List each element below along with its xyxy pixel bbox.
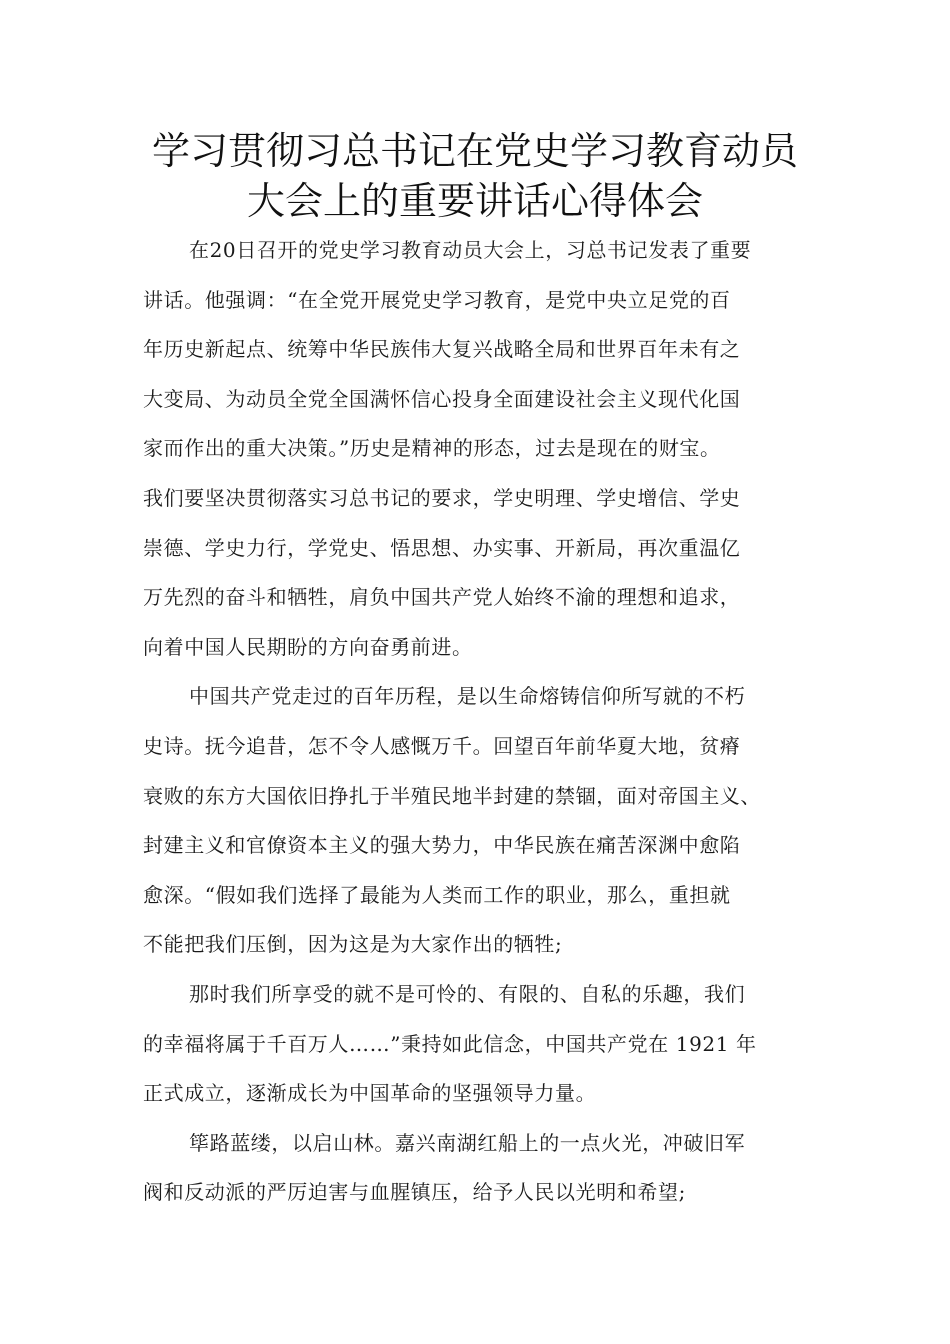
- paragraph-line: 崇德、学史力行，学党史、悟思想、办实事、开新局，再次重温亿: [143, 535, 741, 560]
- paragraph-1: [143, 233, 813, 679]
- paragraph-3: [143, 977, 813, 1126]
- document-title: [0, 126, 950, 226]
- paragraph-2: [143, 679, 813, 977]
- paragraph-line: 我们要坚决贯彻落实习总书记的要求，学史明理、学史增信、学史: [143, 485, 741, 510]
- paragraph-line: 年历史新起点、统筹中华民族伟大复兴战略全局和世界百年未有之: [143, 337, 741, 362]
- paragraph-line: 大变局、为动员全党全国满怀信心投身全面建设社会主义现代化国: [143, 386, 741, 411]
- paragraph-line: 封建主义和官僚资本主义的强大势力，中华民族在痛苦深渊中愈陷: [143, 833, 741, 858]
- paragraph-line: 筚路蓝缕，以启山林。嘉兴南湖红船上的一点火光，冲破旧军: [189, 1130, 746, 1155]
- paragraph-line: 万先烈的奋斗和牺牲，肩负中国共产党人始终不渝的理想和追求，: [143, 585, 741, 610]
- paragraph-4: [143, 1126, 813, 1225]
- paragraph-line: 愈深。“假如我们选择了最能为人类而工作的职业，那么，重担就: [143, 882, 731, 907]
- paragraph-line: 衰败的东方大国依旧挣扎于半殖民地半封建的禁锢，面对帝国主义、: [143, 783, 761, 808]
- paragraph-line: 的幸福将属于千百万人……”秉持如此信念，中国共产党在 1921 年: [143, 1031, 757, 1056]
- paragraph-line: 中国共产党走过的百年历程，是以生命熔铸信仰所写就的不朽: [189, 684, 746, 709]
- title-line-1: 学习贯彻习总书记在党史学习教育动员: [151, 129, 798, 173]
- document-body: [143, 233, 813, 1225]
- paragraph-line: 正式成立，逐渐成长为中国革命的坚强领导力量。: [143, 1081, 597, 1106]
- paragraph-line: 那时我们所享受的就不是可怜的、有限的、自私的乐趣，我们: [189, 981, 746, 1006]
- paragraph-line: 在20日召开的党史学习教育动员大会上，习总书记发表了重要: [189, 238, 752, 262]
- paragraph-line: 向着中国人民期盼的方向奋勇前进。: [143, 634, 473, 659]
- paragraph-line: 阀和反动派的严厉迫害与血腥镇压，给予人民以光明和希望;: [143, 1180, 686, 1205]
- paragraph-line: 史诗。抚今追昔，怎不令人感慨万千。回望百年前华夏大地，贫瘠: [143, 733, 741, 758]
- title-line-2: 大会上的重要讲话心得体会: [246, 179, 703, 223]
- paragraph-line: 讲话。他强调：“在全党开展党史学习教育，是党中央立足党的百: [143, 287, 731, 312]
- paragraph-line: 不能把我们压倒，因为这是为大家作出的牺牲;: [143, 932, 563, 957]
- paragraph-line: 家而作出的重大决策。”历史是精神的形态，过去是现在的财宝。: [143, 436, 721, 461]
